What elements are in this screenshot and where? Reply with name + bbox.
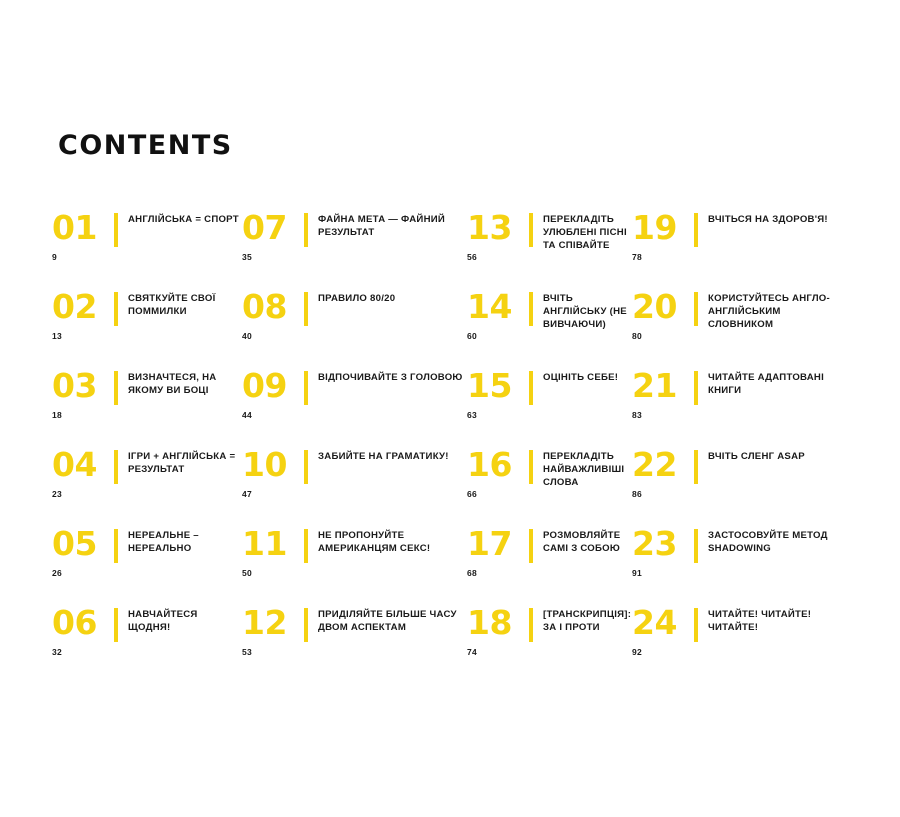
list-item[interactable] (632, 208, 837, 291)
entry-number-block (632, 208, 694, 262)
accent-bar-icon (694, 213, 698, 247)
entry-page-number: 91 (632, 568, 643, 578)
entry-page-number: 32 (52, 647, 63, 657)
list-item[interactable] (242, 524, 467, 607)
entry-number: 14 (467, 287, 512, 326)
list-item[interactable] (467, 445, 632, 528)
entry-number-block (52, 287, 114, 341)
accent-bar-icon (694, 529, 698, 563)
list-item[interactable] (52, 445, 242, 528)
entry-title: НАВЧАЙТЕСЯ ЩОДНЯ! (128, 609, 198, 634)
entry-number-block (632, 287, 694, 341)
entry-number: 09 (242, 366, 287, 405)
entry-number-block (242, 366, 304, 420)
entry-number: 04 (52, 445, 97, 484)
entry-number-block (467, 603, 529, 657)
entry-title: ЧИТАЙТЕ! ЧИТАЙТЕ! ЧИТАЙТЕ! (708, 609, 812, 634)
entry-number: 11 (242, 524, 287, 563)
entry-title: НЕ ПРОПОНУЙТЕ АМЕРИКАНЦЯМ СЕКС! (318, 530, 431, 555)
accent-bar-icon (529, 529, 533, 563)
entry-number: 12 (242, 603, 287, 642)
entry-number: 22 (632, 445, 677, 484)
entry-title: ФАЙНА МЕТА — ФАЙНИЙ РЕЗУЛЬТАТ (318, 214, 446, 239)
entry-title: ПЕРЕКЛАДІТЬ НАЙВАЖЛИВІШІ СЛОВА (543, 451, 625, 489)
entry-number: 01 (52, 208, 97, 247)
list-item[interactable] (242, 445, 467, 528)
entry-page-number: 74 (467, 647, 478, 657)
entry-page-number: 63 (467, 410, 478, 420)
entry-number: 15 (467, 366, 512, 405)
entry-number: 20 (632, 287, 677, 326)
accent-bar-icon (304, 292, 308, 326)
accent-bar-icon (114, 371, 118, 405)
entry-page-number: 13 (52, 331, 63, 341)
list-item[interactable] (467, 208, 632, 291)
accent-bar-icon (304, 450, 308, 484)
entry-title: [ТРАНСКРИПЦІЯ]: ЗА І ПРОТИ (543, 609, 632, 634)
entry-number-block (467, 366, 529, 420)
accent-bar-icon (529, 213, 533, 247)
entry-number: 24 (632, 603, 677, 642)
entry-page-number: 56 (467, 252, 478, 262)
contents-column-1 (52, 208, 242, 686)
accent-bar-icon (304, 529, 308, 563)
entry-page-number: 26 (52, 568, 63, 578)
entry-page-number: 50 (242, 568, 253, 578)
entry-title: ВІДПОЧИВАЙТЕ З ГОЛОВОЮ (318, 372, 463, 383)
entry-number-block (632, 366, 694, 420)
accent-bar-icon (304, 608, 308, 642)
entry-title: ОЦІНІТЬ СЕБЕ! (543, 372, 619, 383)
entry-title: ІГРИ + АНГЛІЙСЬКА = РЕЗУЛЬТАТ (128, 451, 236, 476)
entry-number-block (242, 208, 304, 262)
list-item[interactable] (467, 603, 632, 686)
entry-page-number: 86 (632, 489, 643, 499)
list-item[interactable] (467, 366, 632, 449)
entry-number: 06 (52, 603, 97, 642)
list-item[interactable] (632, 287, 837, 370)
entry-number-block (52, 524, 114, 578)
entry-page-number: 83 (632, 410, 643, 420)
list-item[interactable] (52, 208, 242, 291)
entry-number-block (632, 445, 694, 499)
contents-column-2 (242, 208, 467, 686)
accent-bar-icon (529, 450, 533, 484)
entry-number-block (52, 603, 114, 657)
entry-page-number: 44 (242, 410, 253, 420)
entry-page-number: 92 (632, 647, 643, 657)
entry-page-number: 68 (467, 568, 478, 578)
entry-number: 16 (467, 445, 512, 484)
entry-number: 03 (52, 366, 97, 405)
entry-number: 21 (632, 366, 677, 405)
entry-title: ЗАСТОСОВУЙТЕ МЕТОД SHADOWING (708, 530, 828, 555)
accent-bar-icon (114, 213, 118, 247)
entry-page-number: 47 (242, 489, 253, 499)
list-item[interactable] (242, 208, 467, 291)
list-item[interactable] (467, 287, 632, 370)
entry-page-number: 53 (242, 647, 253, 657)
entry-page-number: 35 (242, 252, 253, 262)
accent-bar-icon (694, 608, 698, 642)
entry-number: 05 (52, 524, 97, 563)
accent-bar-icon (114, 529, 118, 563)
entry-number-block (632, 603, 694, 657)
list-item[interactable] (242, 287, 467, 370)
entry-number: 08 (242, 287, 287, 326)
entry-number-block (52, 208, 114, 262)
entry-title: ЗАБИЙТЕ НА ГРАМАТИКУ! (318, 451, 449, 462)
entry-number: 19 (632, 208, 677, 247)
accent-bar-icon (529, 292, 533, 326)
entry-number: 10 (242, 445, 287, 484)
entry-title: ЧИТАЙТЕ АДАПТОВАНІ КНИГИ (708, 372, 825, 397)
list-item[interactable] (52, 287, 242, 370)
entry-number: 07 (242, 208, 287, 247)
entry-number-block (242, 287, 304, 341)
entry-title: ВЧІТЬ СЛЕНГ ASAP (708, 451, 805, 462)
entry-number-block (467, 287, 529, 341)
entry-page-number: 66 (467, 489, 478, 499)
accent-bar-icon (694, 450, 698, 484)
entry-title: ВИЗНАЧТЕСЯ, НА ЯКОМУ ВИ БОЦІ (128, 372, 217, 397)
entry-title: НЕРЕАЛЬНЕ – НЕРЕАЛЬНО (128, 530, 199, 555)
entry-title: РОЗМОВЛЯЙТЕ САМІ З СОБОЮ (543, 530, 621, 555)
entry-number-block (52, 445, 114, 499)
list-item[interactable] (52, 524, 242, 607)
list-item[interactable] (632, 366, 837, 449)
list-item[interactable] (242, 366, 467, 449)
entry-number-block (467, 524, 529, 578)
entry-title: ПРИДІЛЯЙТЕ БІЛЬШЕ ЧАСУ ДВОМ АСПЕКТАМ (318, 609, 457, 634)
entry-title: ПЕРЕКЛАДІТЬ УЛЮБЛЕНІ ПІСНІ ТА СПІВАЙТЕ (543, 214, 627, 252)
list-item[interactable] (242, 603, 467, 686)
contents-column-3 (467, 208, 632, 686)
entry-page-number: 80 (632, 331, 643, 341)
entry-title: КОРИСТУЙТЕСЬ АНГЛО-АНГЛІЙСЬКИМ СЛОВНИКОМ (708, 293, 830, 331)
entry-title: ВЧІТЬСЯ НА ЗДОРОВ'Я! (708, 214, 828, 225)
entry-number-block (52, 366, 114, 420)
entry-number: 17 (467, 524, 512, 563)
page-title: CONTENTS (58, 130, 233, 161)
entry-number: 23 (632, 524, 677, 563)
contents-column-4 (632, 208, 837, 686)
accent-bar-icon (529, 371, 533, 405)
accent-bar-icon (694, 292, 698, 326)
entry-page-number: 18 (52, 410, 63, 420)
accent-bar-icon (114, 292, 118, 326)
entry-number-block (632, 524, 694, 578)
entry-number: 02 (52, 287, 97, 326)
entry-number: 18 (467, 603, 512, 642)
list-item[interactable] (52, 603, 242, 686)
entry-number-block (242, 603, 304, 657)
entry-page-number: 23 (52, 489, 63, 499)
accent-bar-icon (114, 608, 118, 642)
entry-title: ПРАВИЛО 80/20 (318, 293, 396, 304)
entry-page-number: 9 (52, 252, 58, 262)
accent-bar-icon (114, 450, 118, 484)
list-item[interactable] (632, 445, 837, 528)
accent-bar-icon (304, 371, 308, 405)
entry-title: СВЯТКУЙТЕ СВОЇ ПОММИЛКИ (128, 293, 216, 318)
accent-bar-icon (304, 213, 308, 247)
entry-number: 13 (467, 208, 512, 247)
entry-page-number: 40 (242, 331, 253, 341)
accent-bar-icon (529, 608, 533, 642)
accent-bar-icon (694, 371, 698, 405)
entry-title: ВЧІТЬ АНГЛІЙСЬКУ (НЕ ВИВЧАЮЧИ) (543, 293, 627, 331)
entry-title: АНГЛІЙСЬКА = СПОРТ (128, 214, 239, 225)
entry-number-block (242, 445, 304, 499)
list-item[interactable] (632, 603, 837, 686)
entry-number-block (467, 445, 529, 499)
entry-number-block (242, 524, 304, 578)
entry-number-block (467, 208, 529, 262)
list-item[interactable] (632, 524, 837, 607)
entry-page-number: 78 (632, 252, 643, 262)
list-item[interactable] (467, 524, 632, 607)
entry-page-number: 60 (467, 331, 478, 341)
contents-columns (52, 208, 862, 686)
list-item[interactable] (52, 366, 242, 449)
